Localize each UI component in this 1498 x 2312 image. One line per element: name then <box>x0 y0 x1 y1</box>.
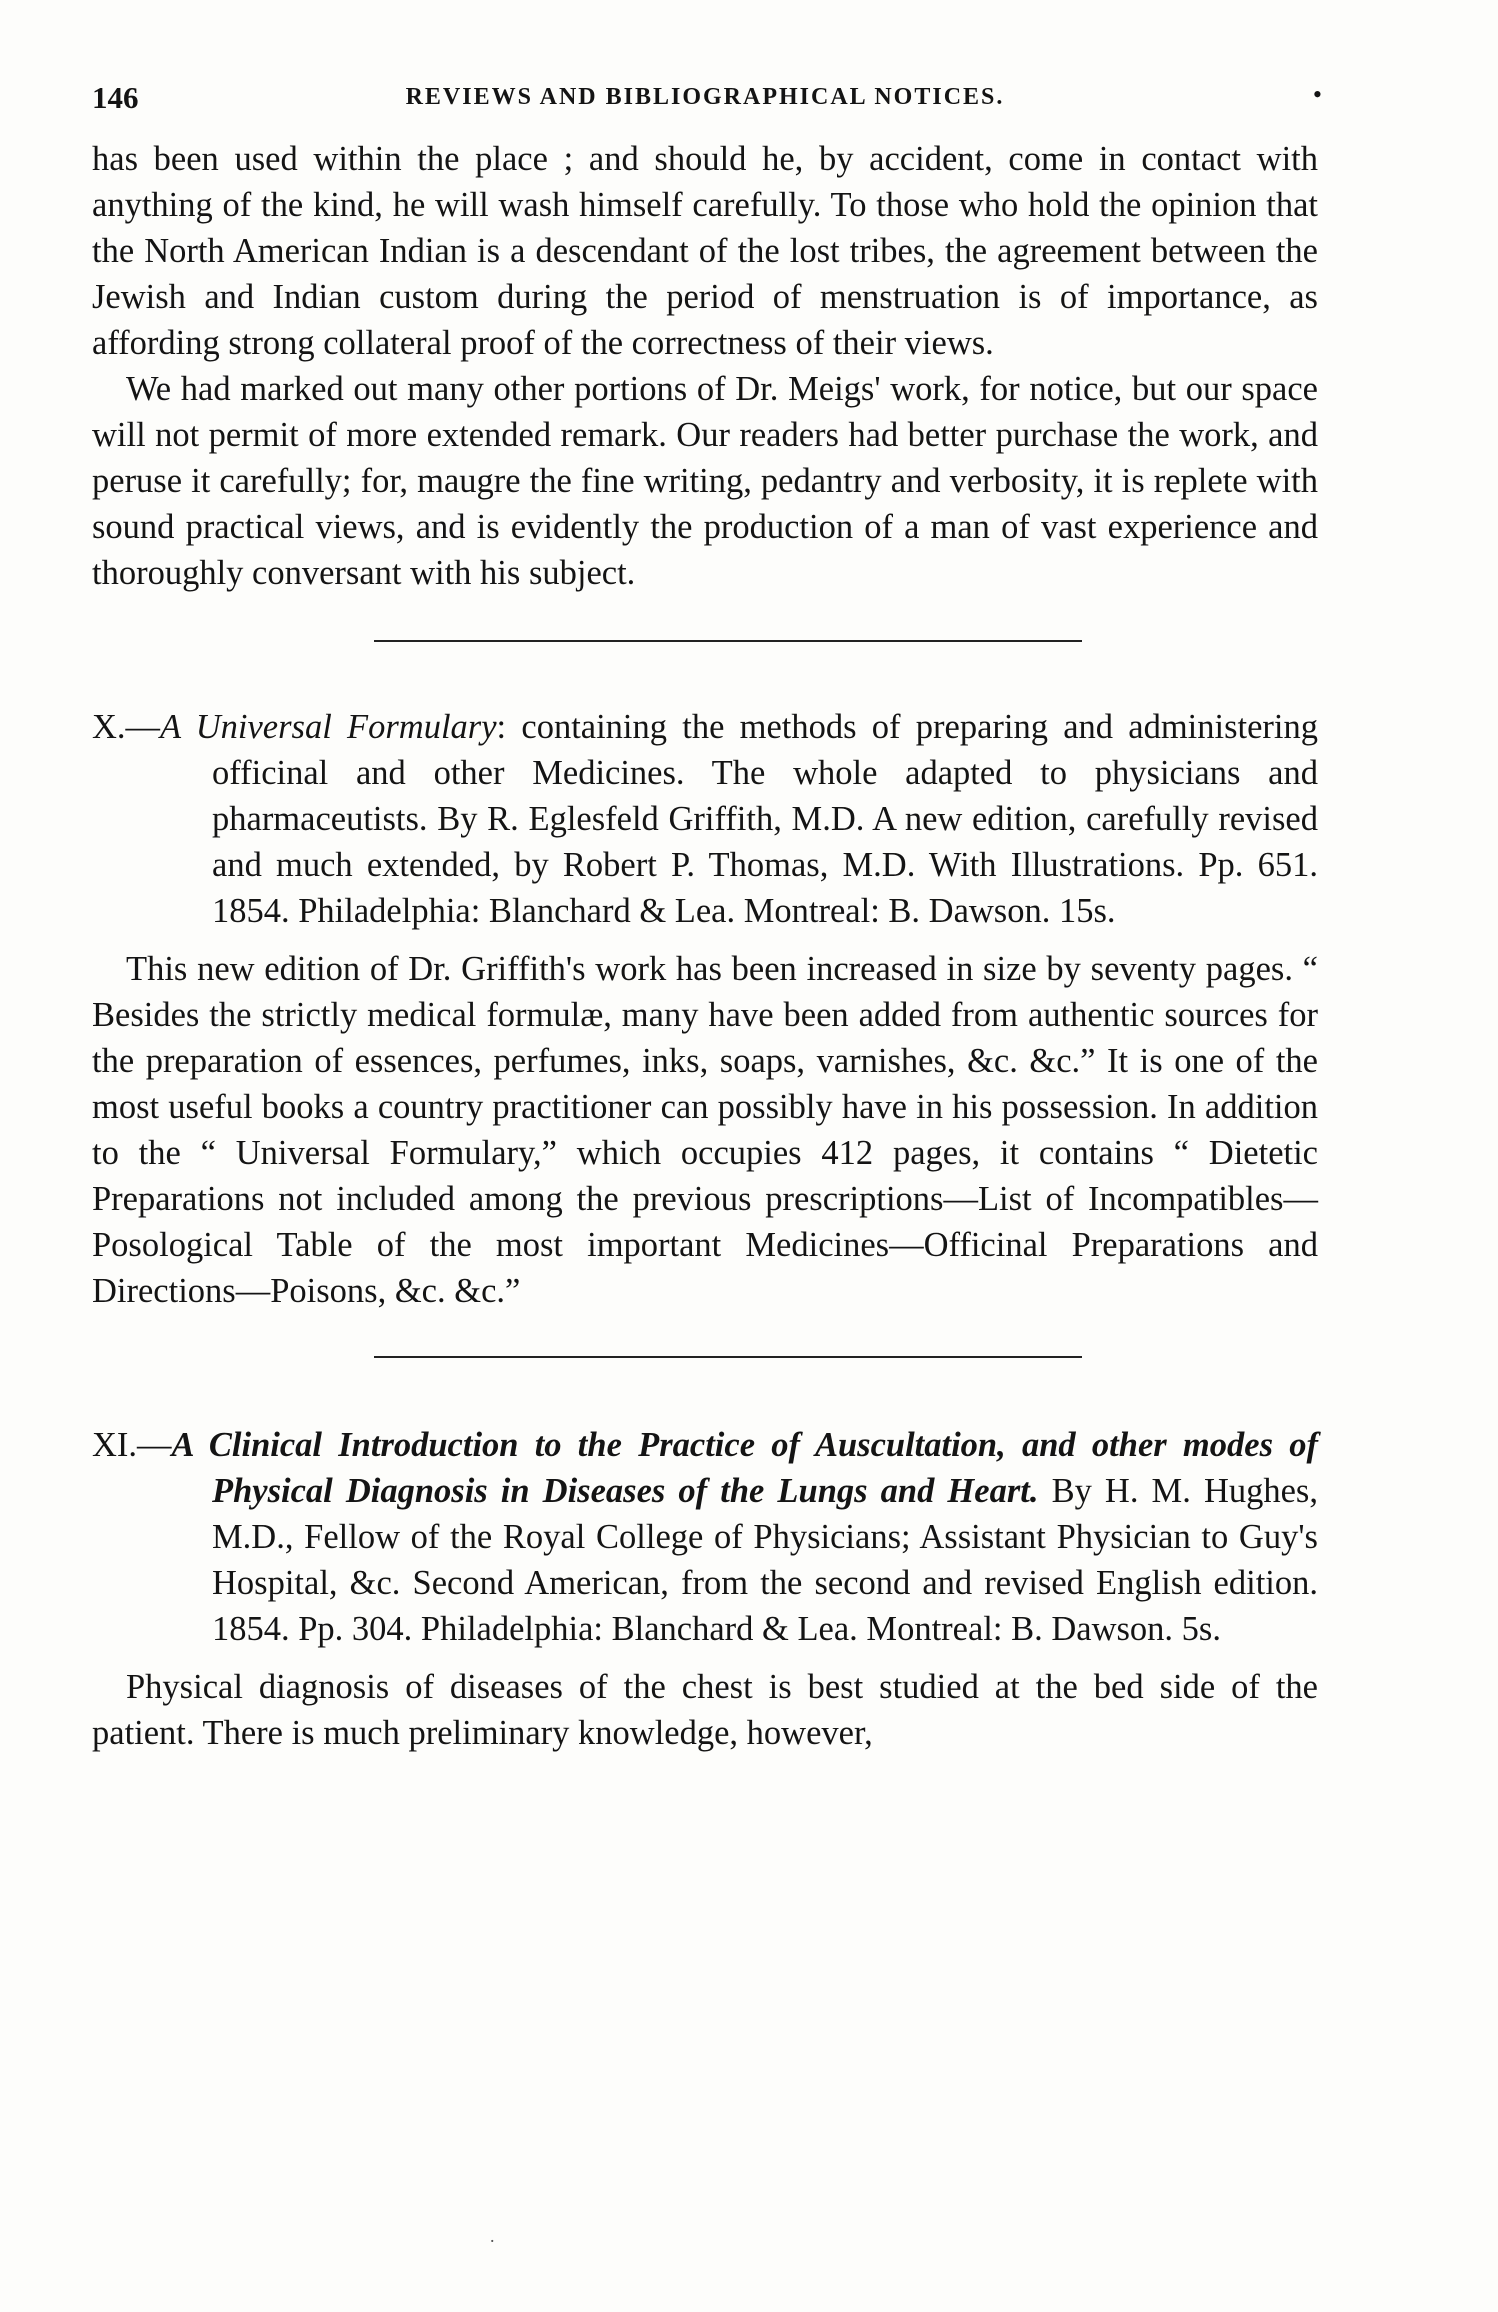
header-mark: • <box>1312 80 1324 109</box>
book-citation: By H. M. Hughes, M.D., Fellow of the Royal College of Physicians; Assistant Physician to Guy's Hospital, &c. Second American, from the second and revised English edition. 1854. Pp. 304. Philadelphia: Blanchard & Lea. Montreal: B. Dawson. 5s. <box>212 1472 1318 1648</box>
entry-number: XI. <box>92 1426 138 1464</box>
bibliographic-entry-11: XI.—A Clinical Introduction to the Practice of Auscultation, and other modes of Physical Diagnosis in Diseases of the Lungs and Heart. By H. M. Hughes, M.D., Fellow of the Royal College of Physicians; Assistant Physician to Guy's Hospital, &c. Second American, from the second and revised English edition. 1854. Pp. 304. Philadelphia: Blanchard & Lea. Montreal: B. Dawson. 5s. <box>92 1426 1318 1648</box>
footer-mark: . <box>490 2226 495 2246</box>
running-head <box>92 80 1324 124</box>
page <box>92 80 1324 2280</box>
entry-number: X. <box>92 708 126 746</box>
book-citation: : containing the methods of preparing and administering officinal and other Medicines. The whole adapted to physicians and pharmaceutists. By R. Eglesfeld Griffith, M.D. A new edition, carefully revised and much extended, by Robert P. Thomas, M.D. With Illustrations. Pp. 651. 1854. Philadelphia: Blanchard & Lea. Montreal: B. Dawson. 15s. <box>212 708 1318 930</box>
book-title: A Universal Formulary <box>160 708 497 746</box>
entry-review: Physical diagnosis of diseases of the chest is best studied at the bed side of the patient. There is much preliminary knowledge, however, <box>92 1668 1318 1752</box>
page-number: 146 <box>92 80 139 115</box>
bibliographic-entry-10: X.—A Universal Formulary: containing the methods of preparing and administering officinal and other Medicines. The whole adapted to physicians and pharmaceutists. By R. Eglesfeld Griffith, M.D. A new edition, carefully revised and much extended, by Robert P. Thomas, M.D. With Illustrations. Pp. 651. 1854. Philadelphia: Blanchard & Lea. Montreal: B. Dawson. 15s. <box>92 708 1318 930</box>
book-title: A Clinical Introduction to the Practice of Auscultation, and other modes of Physical Diagnosis in Diseases of the Lungs and Heart. <box>171 1426 1318 1510</box>
running-title: REVIEWS AND BIBLIOGRAPHICAL NOTICES. <box>405 84 1005 110</box>
entry-review: This new edition of Dr. Griffith's work has been increased in size by seventy pages. “ Besides the strictly medical formulæ, many have been added from authentic sources for the preparation of essences, perfumes, inks, soaps, varnishes, &c. &c.” It is one of the most useful books a country practitioner can possibly have in his possession. In addition to the “ Universal Formulary,” which occupies 412 pages, it contains “ Dietetic Preparations not included among the previous prescriptions—List of Incompatibles—Posological Table of the most important Medicines—Officinal Preparations and Directions—Poisons, &c. &c.” <box>92 950 1318 1310</box>
review-paragraph: We had marked out many other portions of Dr. Meigs' work, for notice, but our space will not permit of more extended remark. Our readers had better purchase the work, and peruse it carefully; for, maugre the fine writing, pedantry and verbosity, it is replete with sound practical views, and is evidently the production of a man of vast experience and thoroughly conversant with his subject. <box>92 370 1318 592</box>
section-divider <box>374 640 1082 642</box>
section-divider <box>374 1356 1082 1358</box>
continuation-paragraph: has been used within the place ; and should he, by accident, come in contact with anything of the kind, he will wash himself carefully. To those who hold the opinion that the North American Indian is a descendant of the lost tribes, the agreement between the Jewish and Indian custom during the period of menstruation is of importance, as affording strong collateral proof of the correctness of their views. <box>92 140 1318 362</box>
